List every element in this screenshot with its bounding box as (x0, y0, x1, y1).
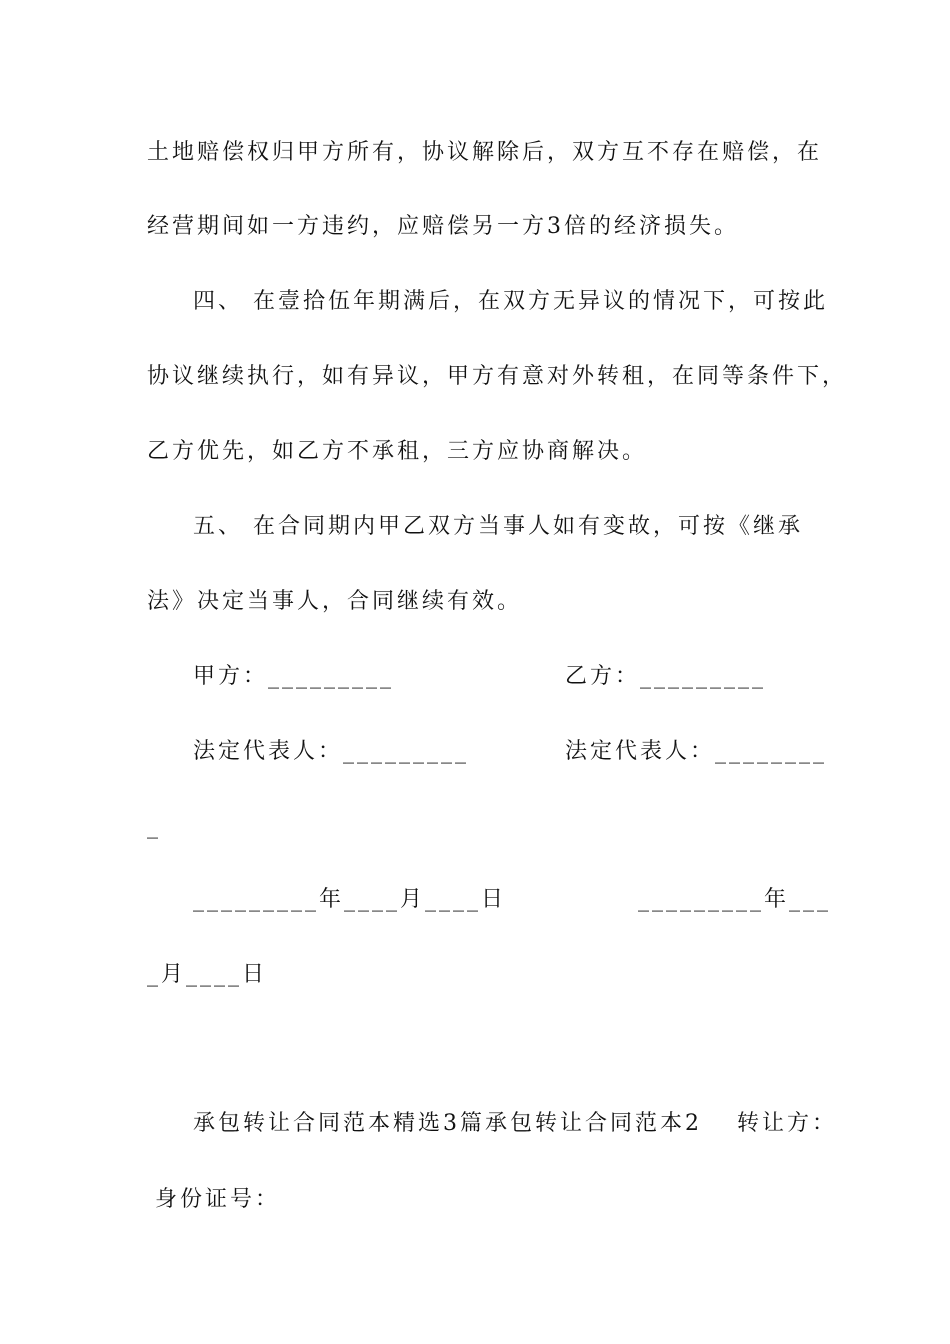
party-b-date: _________年___ (638, 887, 832, 912)
paragraph-line: 土地赔偿权归甲方所有，协议解除后，双方互不存在赔偿，在 (147, 140, 823, 165)
id-number-label: 身份证号： (155, 1187, 281, 1212)
paragraph-line: 协议继续执行，如有异议，甲方有意对外转租，在同等条件下， (147, 364, 848, 389)
party-a-date: _________年____月____日 (193, 887, 507, 912)
paragraph-line: 四、 在壹拾伍年期满后，在双方无异议的情况下，可按此 (193, 289, 828, 314)
next-contract-title: 承包转让合同范本精选3篇承包转让合同范本2 (193, 1111, 702, 1136)
party-a-signature: 甲方：_________ (193, 664, 395, 689)
party-b-representative-wrap: _ (147, 814, 161, 839)
paragraph-line: 法》决定当事人，合同继续有效。 (147, 589, 523, 614)
party-b-signature: 乙方：_________ (565, 664, 767, 689)
paragraph-line: 五、 在合同期内甲乙双方当事人如有变故，可按《继承 (193, 514, 803, 539)
party-b-date-wrap: _月____日 (147, 962, 268, 987)
party-a-representative: 法定代表人：_________ (193, 739, 470, 764)
paragraph-line: 经营期间如一方违约，应赔偿另一方3倍的经济损失。 (147, 214, 739, 239)
paragraph-line: 乙方优先，如乙方不承租，三方应协商解决。 (147, 439, 648, 464)
transferor-label: 转让方： (737, 1111, 838, 1136)
party-b-representative: 法定代表人：________ (565, 739, 828, 764)
